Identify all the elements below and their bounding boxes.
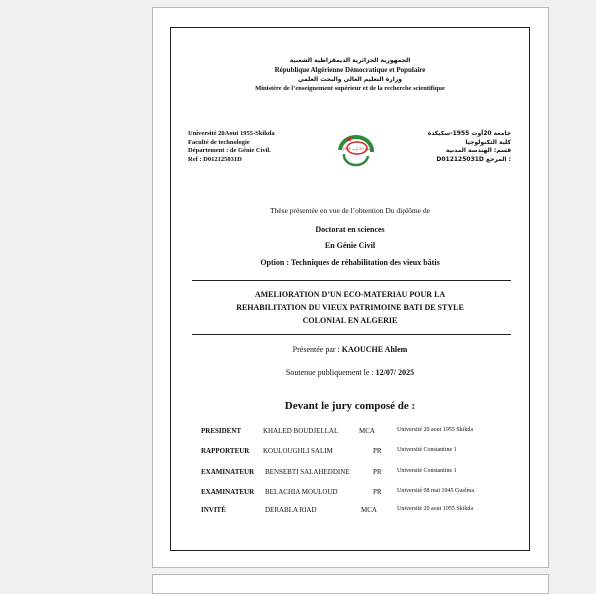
- author-name: KAOUCHE Ahlem: [341, 345, 408, 354]
- title-rule-top: [192, 280, 511, 281]
- defense-date: 12/07/ 2025: [375, 368, 415, 377]
- jury-name: BENSEBTI SALAHEDDINE: [265, 468, 350, 476]
- header-french-republic: République Algérienne Démocratique et Populaire: [274, 66, 426, 74]
- thesis-intro: Thèse présentée en vue de l’obtention Du diplôme de: [270, 206, 430, 215]
- faculty-name-arabic: كلية التكنولوجيا: [465, 138, 511, 146]
- department-name-arabic: قسم: الهندسة المدنية: [445, 147, 511, 154]
- field: En Génie Civil: [324, 241, 376, 250]
- header-arabic-republic: الجمهورية الجزائرية الديمقراطية الشعبية: [289, 57, 411, 64]
- jury-name: DERABLA RIAD: [265, 506, 317, 514]
- jury-name: KHALED BOUDJELLAL: [263, 427, 339, 435]
- thesis-title: [171, 288, 529, 327]
- document-page: [152, 7, 549, 568]
- jury-institution: Université 20 aout 1955 Skikda: [397, 427, 473, 433]
- university-name-arabic: جامعة 20أوت 1955-سكيكدة: [427, 130, 511, 137]
- reference-number: Ref : D012125031D: [188, 155, 242, 163]
- university-logo: [334, 130, 380, 168]
- title-rule-bottom: [192, 334, 511, 335]
- jury-grade: MCA: [359, 427, 375, 435]
- university-name: Université 20Aout 1955-Skikda: [188, 130, 275, 137]
- university-info-arabic: [428, 130, 511, 164]
- thesis-title-line-3: COLONIAL EN ALGERIE: [302, 316, 398, 325]
- jury-grade: PR: [373, 468, 382, 476]
- logo-text: جامعة 20 أوت 1955: [342, 147, 374, 151]
- header-arabic-ministry: وزارة التعليم العالي والبحث العلمي: [297, 76, 402, 83]
- degree: Doctorat en sciences: [315, 225, 385, 234]
- jury-role: INVITÉ: [201, 506, 226, 514]
- presented-label: Présentée par :: [292, 345, 340, 354]
- department-name: Département : de Génie Civil.: [188, 147, 271, 154]
- jury-grade: PR: [373, 488, 382, 496]
- jury-institution: Université Constantine 1: [397, 468, 457, 474]
- jury-grade: MCA: [361, 506, 377, 514]
- jury-role: EXAMINATEUR: [201, 488, 255, 496]
- jury-role: PRESIDENT: [201, 427, 242, 435]
- defense-label: Soutenue publiquement le :: [285, 368, 374, 377]
- page-border-frame: [170, 27, 530, 551]
- jury-role: EXAMINATEUR: [201, 468, 255, 476]
- university-info-french: [188, 130, 275, 164]
- jury-name: BELACHIA MOULOUD: [265, 488, 338, 496]
- jury-heading: Devant le jury composé de :: [284, 400, 416, 412]
- reference-arabic: D012125031D المرجع :: [436, 155, 511, 163]
- next-page: [152, 574, 549, 594]
- presented-by: [171, 345, 529, 354]
- thesis-title-line-2: REHABILITATION DU VIEUX PATRIMOINE BATI DE STYLE: [236, 303, 464, 312]
- jury-institution: Université 20 aout 1955 Skikda: [397, 506, 473, 512]
- option: Option : Techniques de réhabilitation des vieux bâtis: [260, 258, 440, 267]
- jury-name: KOULOUGHLI SALIM: [263, 447, 333, 455]
- defense-date-line: [171, 368, 529, 377]
- jury-role: RAPPORTEUR: [201, 447, 250, 455]
- thesis-title-line-1: AMELIORATION D’UN ECO-MATERIAU POUR LA: [254, 290, 446, 299]
- jury-grade: PR: [373, 447, 382, 455]
- faculty-name: Faculté de technologie: [188, 138, 250, 146]
- header-french-ministry: Ministère de l’enseignement supérieur et de la recherche scientifique: [255, 85, 445, 92]
- jury-institution: Université 08 mai 1945 Guelma: [397, 488, 474, 494]
- jury-institution: Université Constantine 1: [397, 447, 457, 453]
